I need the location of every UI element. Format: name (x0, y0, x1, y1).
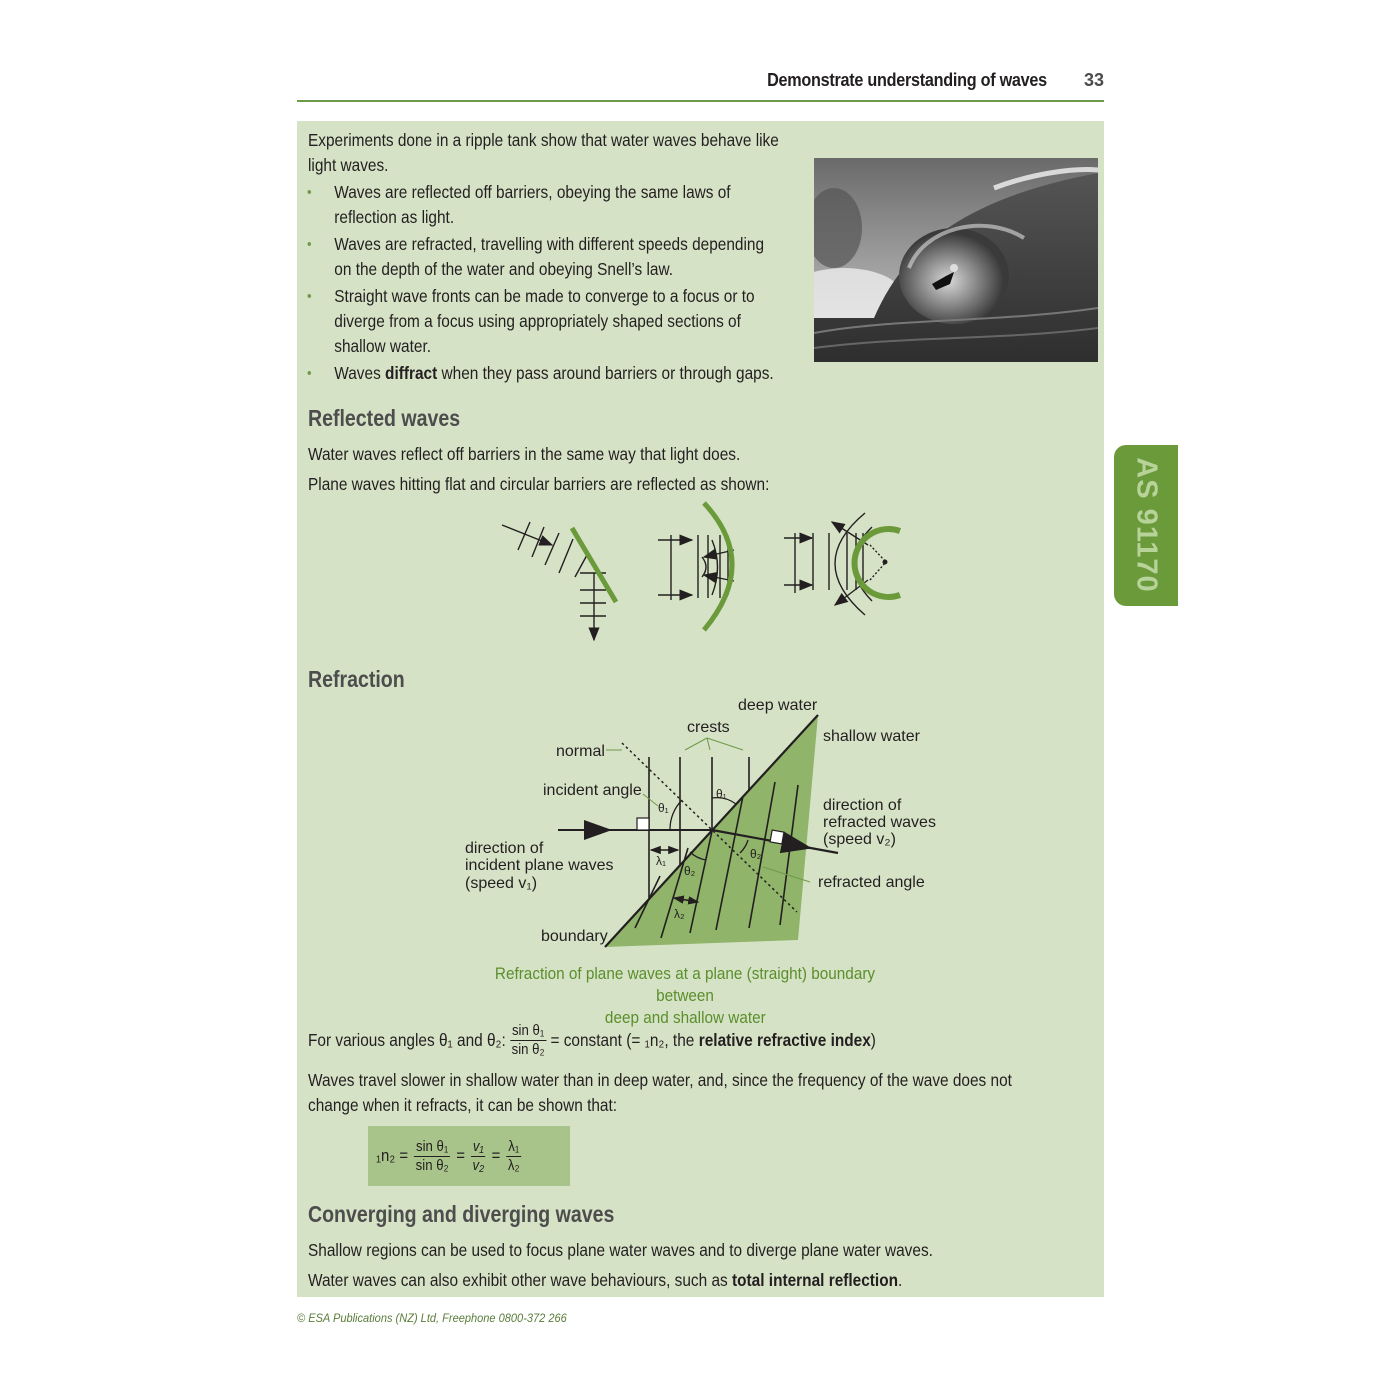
label-shallow-water: shallow water (823, 728, 920, 745)
speed-paragraph-line-1: Waves travel slower in shallow water than in deep water, and, since the frequency of the wave does not (308, 1070, 1012, 1090)
reflected-paragraph-1: Water waves reflect off barriers in the same way that light does. (308, 444, 741, 464)
label-dir-refracted-1: direction of (823, 797, 902, 814)
intro-bullet-list (307, 180, 867, 388)
label-boundary: boundary (541, 928, 608, 945)
flat-barrier-diagram (502, 522, 606, 640)
bullet-item: • Waves are refracted, travelling with different speeds depending on the depth of the water and obeying Snell’s law. (307, 232, 800, 282)
snell-equation-line: For various angles θ₁ and θ₂: $\frac{\text{sin θ₁}}{\text{sin θ₂}}$ = constant (= ₁n₂, the relative refractive index ) (308, 1021, 876, 1058)
convex-barrier (855, 529, 900, 597)
bullet-item: • Waves are reflected off barriers, obeying the same laws of reflection as light. (307, 180, 800, 230)
page-number: 33 (1083, 70, 1104, 90)
label-theta2-refracted: θ₂ (750, 847, 762, 861)
label-lambda2: λ₂ (674, 907, 685, 921)
label-crests: crests (687, 719, 730, 736)
sine-ratio-fraction: $\frac{\text{sin θ₁}}{\text{sin θ₂}}$ (511, 1021, 545, 1058)
heading-refraction: Refraction (308, 666, 405, 692)
copyright-footer: © ESA Publications (NZ) Ltd, Freephone 0800-372 266 (297, 1311, 567, 1325)
heading-reflected-waves: Reflected waves (308, 405, 461, 431)
wave-photo (814, 158, 1098, 362)
label-deep-water: deep water (738, 697, 818, 714)
refractive-index-formula-box: ₁n₂ = $\frac{\text{sin θ₁}}{\text{sin θ₂}}$ = $\frac{\text{v₁}}{\text{v₂}}$ = $\frac{\text{λ₁}}{\text{λ₂}}$ (368, 1126, 570, 1186)
label-theta1-crest: θ₁ (716, 787, 727, 801)
reflection-diagrams (490, 495, 910, 655)
speed-paragraph-line-2: change when it refracts, it can be shown that: (308, 1095, 618, 1115)
reflected-paragraph-2: Plane waves hitting flat and circular barriers are reflected as shown: (308, 474, 770, 494)
concave-barrier-diagram (658, 535, 734, 600)
chapter-title: Demonstrate understanding of waves (767, 70, 1047, 90)
running-header (297, 66, 1104, 100)
header-divider (297, 100, 1104, 102)
unit-standard-tab (1114, 445, 1178, 606)
converging-paragraph-2: Water waves can also exhibit other wave behaviours, such as total internal reflection. (308, 1270, 903, 1290)
bullet-item: • Straight wave fronts can be made to converge to a focus or to diverge from a focus using appropriately shaped sections of shallow water. (307, 284, 800, 359)
label-theta1-incident: θ₁ (658, 801, 669, 815)
refraction-diagram (450, 690, 950, 955)
label-dir-incident-1: direction of (465, 840, 544, 857)
label-normal: normal (556, 743, 605, 760)
bullet-item: • Waves diffract when they pass around barriers or through gaps. (307, 361, 800, 386)
heading-converging-diverging: Converging and diverging waves (308, 1201, 615, 1227)
label-dir-refracted-2: refracted waves (823, 814, 936, 831)
label-dir-incident-2: incident plane waves (465, 857, 614, 874)
label-dir-refracted-3: (speed v₂) (823, 831, 896, 848)
label-lambda1: λ₁ (656, 854, 667, 868)
intro-line-2: light waves. (308, 155, 389, 175)
label-refracted-angle: refracted angle (818, 874, 925, 891)
intro-line-1: Experiments done in a ripple tank show that water waves behave like (308, 130, 779, 150)
converging-paragraph-1: Shallow regions can be used to focus plane water waves and to diverge plane water waves. (308, 1240, 933, 1260)
label-incident-angle: incident angle (543, 782, 642, 799)
figure-caption: Refraction of plane waves at a plane (straight) boundary between deep and shallow water (494, 964, 876, 1027)
label-dir-incident-3: (speed v₁) (465, 875, 538, 892)
convex-barrier-diagram (784, 513, 886, 615)
unit-standard-label: AS 91170 (1130, 457, 1163, 593)
label-theta2-crest: θ₂ (684, 864, 696, 878)
